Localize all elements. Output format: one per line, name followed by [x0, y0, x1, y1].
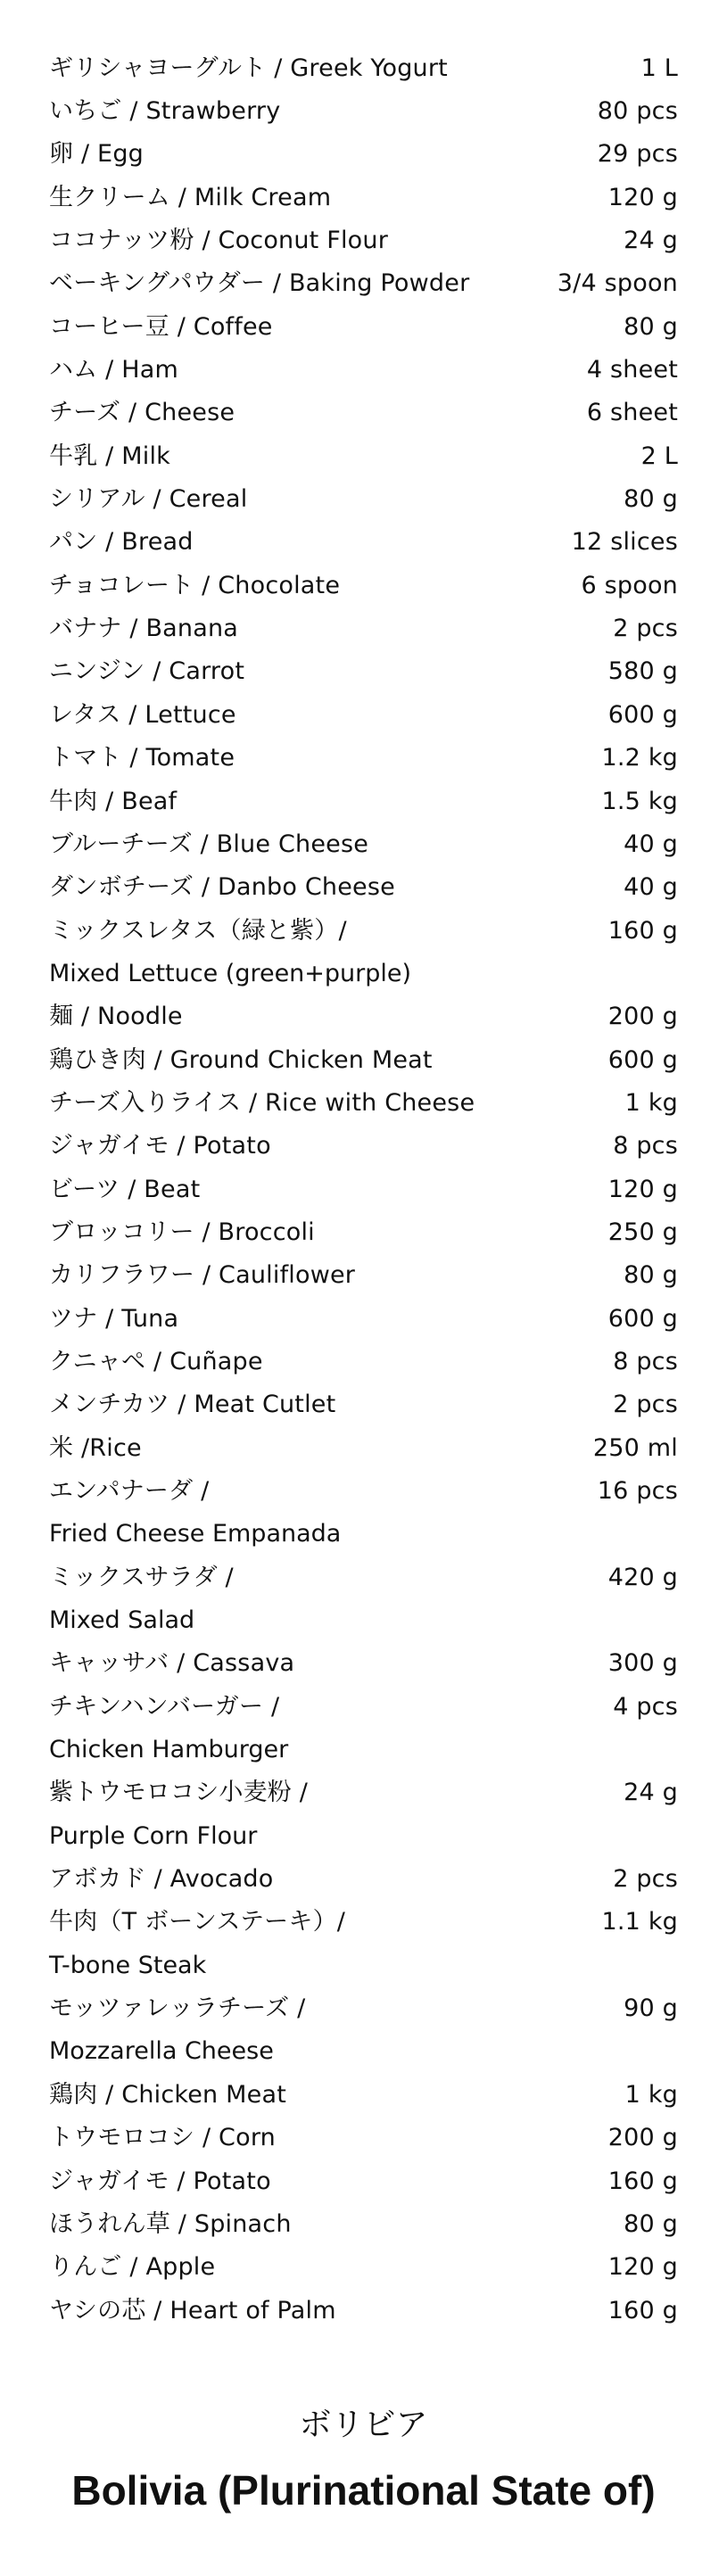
list-item	[49, 477, 678, 520]
item-name: モッツァレッラチーズ /	[49, 1994, 306, 2023]
item-name: チーズ入りライス / Rice with Cheese	[49, 1088, 475, 1117]
list-item	[49, 2202, 678, 2245]
list-item	[49, 1556, 678, 1598]
list-item	[49, 1254, 678, 1297]
item-name: トウモロコシ / Corn	[49, 2124, 276, 2152]
item-name: レタス / Lettuce	[49, 700, 236, 729]
item-quantity: 3/4 spoon	[557, 269, 678, 298]
item-quantity: 40 g	[624, 873, 678, 902]
item-name: 牛肉（T ボーンステーキ）/	[49, 1908, 346, 1936]
item-name: ココナッツ粉 / Coconut Flour	[49, 227, 389, 255]
item-name: 麺 / Noodle	[49, 1003, 183, 1031]
country-name-english: Bolivia (Plurinational State of)	[71, 2467, 656, 2514]
item-quantity: 6 sheet	[586, 399, 678, 427]
item-name-continued: Mozzarella Cheese	[49, 2037, 274, 2066]
item-name: 鶏肉 / Chicken Meat	[49, 2080, 286, 2109]
item-quantity: 1 kg	[624, 2080, 678, 2109]
item-quantity: 12 slices	[571, 528, 678, 557]
item-quantity: 1.2 kg	[601, 744, 678, 772]
item-name: ブロッコリー / Broccoli	[49, 1218, 315, 1246]
list-item	[49, 1771, 678, 1814]
item-name: ジャガイモ / Potato	[49, 1132, 271, 1160]
list-item	[49, 822, 678, 865]
item-name: 生クリーム / Milk Cream	[49, 183, 332, 211]
list-item	[49, 1210, 678, 1253]
item-quantity: 24 g	[624, 1779, 678, 1807]
item-name-continued: Chicken Hamburger	[49, 1736, 289, 1764]
item-quantity: 2 pcs	[613, 1391, 678, 1419]
item-quantity: 250 ml	[592, 1433, 678, 1462]
item-name: 米 /Rice	[49, 1433, 142, 1462]
country-name-japanese: ボリビア	[299, 2407, 428, 2443]
item-quantity: 2 L	[640, 442, 678, 470]
item-quantity: 1 L	[640, 54, 678, 82]
item-name: ヤシの芯 / Heart of Palm	[49, 2296, 336, 2324]
list-item	[49, 1685, 678, 1728]
item-name: ビーツ / Beat	[49, 1175, 201, 1203]
item-name-continued: T-bone Steak	[49, 1951, 207, 1979]
item-quantity: 1.5 kg	[601, 787, 678, 815]
ingredient-list	[49, 46, 678, 2332]
list-item	[49, 909, 678, 952]
list-item	[49, 995, 678, 1038]
item-name: アボカド / Avocado	[49, 1865, 274, 1894]
item-name: チーズ / Cheese	[49, 399, 235, 427]
item-name: トマト / Tomate	[49, 744, 235, 772]
list-item	[49, 564, 678, 607]
item-name: チョコレート / Chocolate	[49, 571, 341, 599]
list-item	[49, 348, 678, 391]
item-quantity: 40 g	[624, 830, 678, 858]
list-item	[49, 1297, 678, 1340]
item-quantity: 80 g	[624, 1261, 678, 1290]
item-quantity: 420 g	[607, 1563, 678, 1591]
item-quantity: 80 pcs	[597, 97, 678, 126]
list-item	[49, 305, 678, 348]
list-item	[49, 1469, 678, 1512]
item-name: ツナ / Tuna	[49, 1304, 179, 1333]
item-quantity: 300 g	[607, 1649, 678, 1678]
item-quantity: 90 g	[624, 1994, 678, 2023]
item-quantity: 600 g	[607, 1045, 678, 1074]
list-item	[49, 1125, 678, 1168]
item-quantity: 1.1 kg	[601, 1908, 678, 1936]
item-name: ブルーチーズ / Blue Cheese	[49, 830, 369, 858]
list-item	[49, 1168, 678, 1210]
list-item	[49, 2289, 678, 2332]
item-quantity: 600 g	[607, 1304, 678, 1333]
list-item	[49, 2073, 678, 2116]
item-quantity: 80 g	[624, 2209, 678, 2238]
list-item	[49, 89, 678, 132]
item-quantity: 2 pcs	[613, 1865, 678, 1894]
list-item	[49, 521, 678, 564]
list-item	[49, 2159, 678, 2202]
item-name: クニャペ / Cuñape	[49, 1347, 263, 1375]
item-quantity: 4 pcs	[613, 1692, 678, 1721]
list-item	[49, 737, 678, 780]
item-quantity: 160 g	[607, 2167, 678, 2195]
item-quantity: 24 g	[624, 227, 678, 255]
item-name: ミックスサラダ /	[49, 1563, 234, 1591]
item-quantity: 1 kg	[624, 1088, 678, 1117]
list-item	[49, 392, 678, 434]
item-quantity: 80 g	[624, 312, 678, 341]
item-name: 鶏ひき肉 / Ground Chicken Meat	[49, 1045, 433, 1074]
item-name-continued: Purple Corn Flour	[49, 1821, 258, 1850]
list-item	[49, 46, 678, 89]
item-name: コーヒー豆 / Coffee	[49, 312, 273, 341]
item-name: ニンジン / Carrot	[49, 657, 245, 686]
item-name: 牛乳 / Milk	[49, 442, 170, 470]
list-item	[49, 1901, 678, 1944]
item-quantity: 120 g	[607, 183, 678, 211]
list-item	[49, 1081, 678, 1124]
item-quantity: 2 pcs	[613, 615, 678, 643]
item-name: パン / Bread	[49, 528, 194, 557]
item-name: チキンハンバーガー /	[49, 1692, 280, 1721]
item-name: 牛肉 / Beaf	[49, 787, 178, 815]
item-quantity: 120 g	[607, 1175, 678, 1203]
list-item	[49, 1340, 678, 1383]
item-name: エンパナーダ /	[49, 1477, 210, 1506]
list-item	[49, 866, 678, 909]
item-name: バナナ / Banana	[49, 615, 239, 643]
list-item	[49, 1857, 678, 1900]
list-item	[49, 780, 678, 822]
item-name: シリアル / Cereal	[49, 485, 248, 514]
item-quantity: 80 g	[624, 485, 678, 514]
item-name: ジャガイモ / Potato	[49, 2167, 271, 2195]
item-quantity: 4 sheet	[586, 356, 678, 384]
item-name: メンチカツ / Meat Cutlet	[49, 1391, 336, 1419]
item-name: りんご / Apple	[49, 2253, 216, 2282]
item-quantity: 29 pcs	[597, 140, 678, 169]
list-item	[49, 1383, 678, 1426]
item-quantity: 200 g	[607, 1003, 678, 1031]
item-quantity: 200 g	[607, 2124, 678, 2152]
list-item	[49, 1986, 678, 2029]
list-item	[49, 650, 678, 693]
item-name: ミックスレタス（緑と紫）/	[49, 916, 347, 945]
item-name: カリフラワー / Cauliflower	[49, 1261, 356, 1290]
item-quantity: 6 spoon	[581, 571, 678, 599]
item-name: ダンボチーズ / Danbo Cheese	[49, 873, 395, 902]
item-quantity: 16 pcs	[597, 1477, 678, 1506]
list-item	[49, 219, 678, 261]
item-quantity: 160 g	[607, 2296, 678, 2324]
item-name: いちご / Strawberry	[49, 97, 281, 126]
list-item	[49, 2246, 678, 2289]
list-item	[49, 1642, 678, 1685]
item-name-continued: Mixed Lettuce (green+purple)	[49, 959, 412, 987]
list-item	[49, 693, 678, 736]
item-name: 卵 / Egg	[49, 140, 144, 169]
item-quantity: 160 g	[607, 916, 678, 945]
item-quantity: 120 g	[607, 2253, 678, 2282]
list-item	[49, 1038, 678, 1081]
item-name: キャッサバ / Cassava	[49, 1649, 295, 1678]
list-item	[49, 262, 678, 305]
item-quantity: 8 pcs	[613, 1132, 678, 1160]
item-name-continued: Mixed Salad	[49, 1606, 195, 1635]
item-name-continued: Fried Cheese Empanada	[49, 1520, 342, 1548]
list-item	[49, 434, 678, 477]
list-item	[49, 133, 678, 176]
item-name: ギリシャヨーグルト / Greek Yogurt	[49, 54, 448, 82]
item-quantity: 600 g	[607, 700, 678, 729]
list-item	[49, 176, 678, 219]
item-name: 紫トウモロコシ小麦粉 /	[49, 1779, 309, 1807]
item-quantity: 580 g	[607, 657, 678, 686]
list-item	[49, 607, 678, 649]
list-item	[49, 2117, 678, 2159]
item-name: ベーキングパウダー / Baking Powder	[49, 269, 470, 298]
item-name: ハム / Ham	[49, 356, 179, 384]
item-name: ほうれん草 / Spinach	[49, 2209, 292, 2238]
list-item	[49, 1426, 678, 1469]
item-quantity: 8 pcs	[613, 1347, 678, 1375]
item-quantity: 250 g	[607, 1218, 678, 1246]
